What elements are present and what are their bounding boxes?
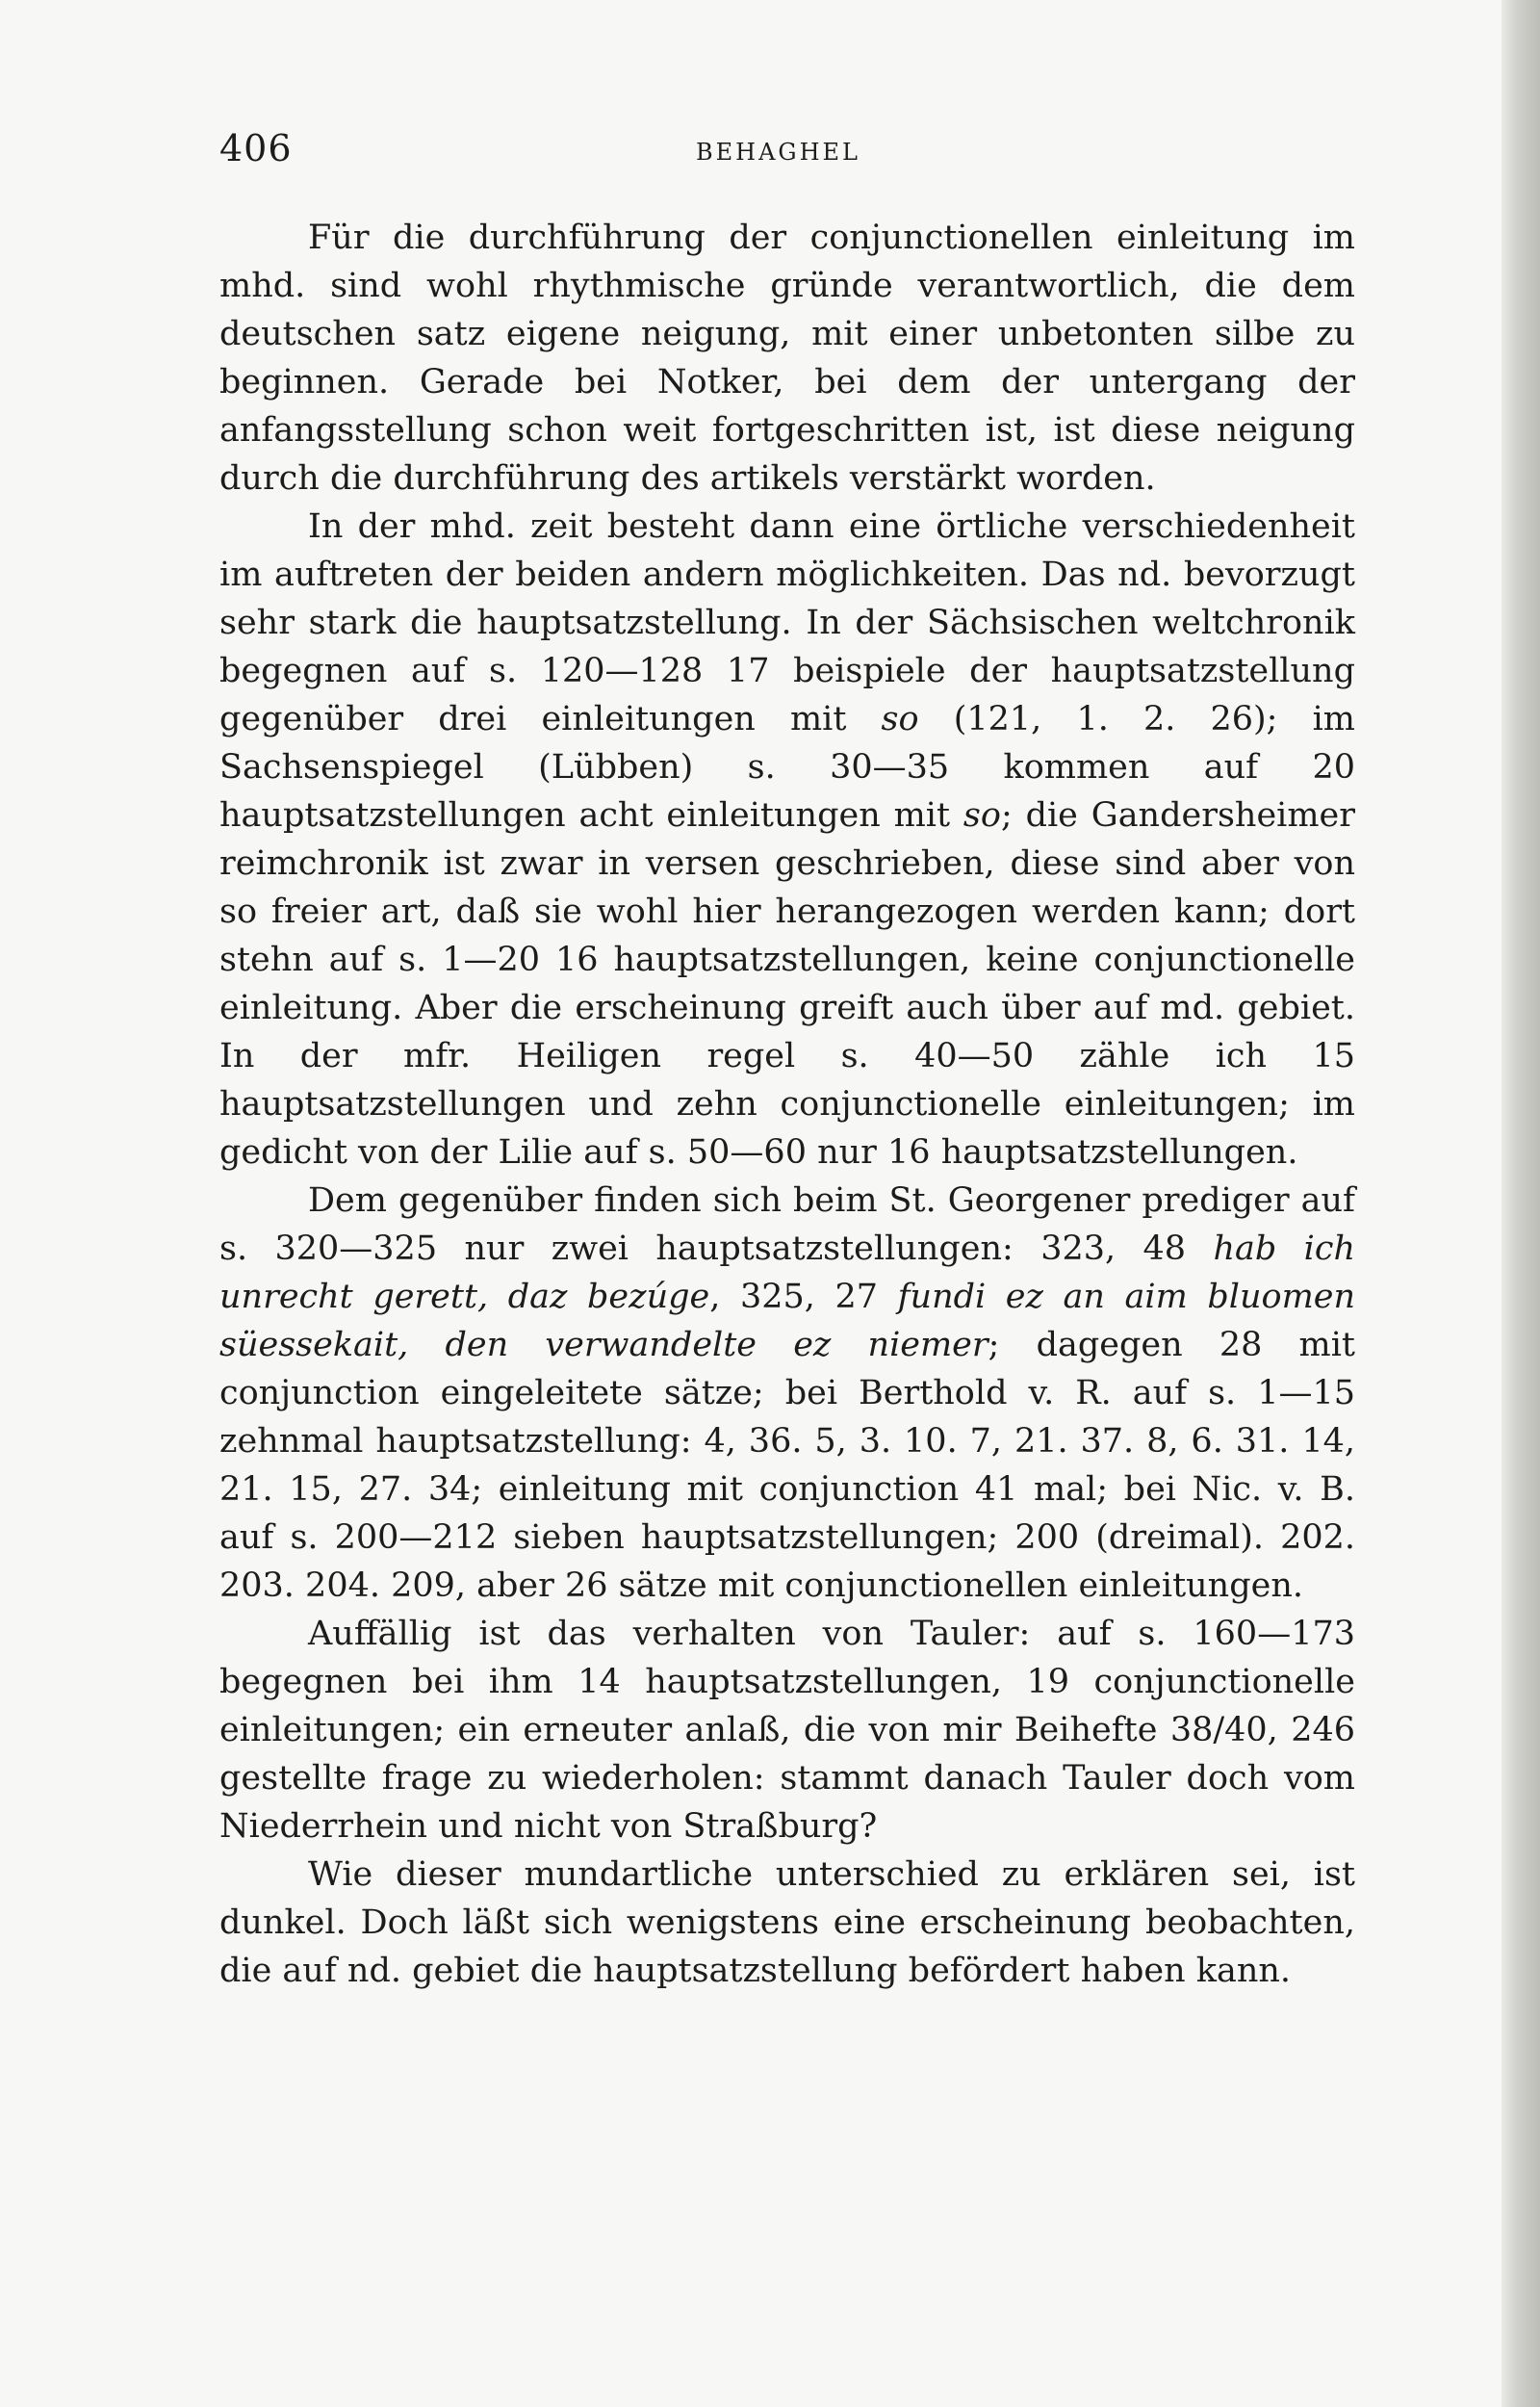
text-run: Auffällig ist das verhalten von Tauler: auf s. 160—173 begegnen bei ihm 14 hauptsatzstellungen, 19 conjunctionelle einleitungen; ein erneuter anlaß, die von mir Beihefte 38/40, 246 gestellte frage zu wiederholen: stammt danach Tauler doch vom Niederrhein und nicht von Straßburg? bbox=[219, 1615, 1355, 1846]
text-run: Dem gegenüber finden sich beim St. Georgener prediger auf s. 320—325 nur zwei hauptsatzstellungen: 323, 48 bbox=[219, 1181, 1355, 1268]
running-head bbox=[219, 127, 1355, 175]
running-head-title: BEHAGHEL bbox=[696, 139, 860, 166]
page-gutter-shadow bbox=[1502, 0, 1540, 2407]
text-run: In der mhd. zeit besteht dann eine örtliche verschiedenheit im auftreten der beiden andern möglichkeiten. Das nd. bevorzugt sehr stark die hauptsatzstellung. In der Sächsischen weltchronik begegnen auf s. 120—128 17 beispiele der hauptsatzstellung gegenüber drei einleitungen mit bbox=[219, 507, 1355, 738]
text-run: ; die Gandersheimer reimchronik ist zwar in versen geschrieben, diese sind aber von so freier art, daß sie wohl hier herangezogen werden kann; dort stehn auf s. 1—20 16 hauptsatzstellungen, keine conjunctionelle einleitung. Aber die erscheinung greift auch über auf md. gebiet. In der mfr. Heiligen regel s. 40—50 zähle ich 15 hauptsatzstellungen und zehn conjunctionelle einleitungen; im gedicht von der Lilie auf s. 50—60 nur 16 hauptsatzstellungen. bbox=[219, 796, 1355, 1172]
paragraph bbox=[219, 503, 1355, 1177]
italic-quotation: so bbox=[881, 700, 919, 738]
italic-quotation: fundi ez an aim bluomen süessekait, den verwandelte ez niemer bbox=[219, 1278, 1356, 1364]
text-run: ; dagegen 28 mit conjunction eingeleitete sätze; bei Berthold v. R. auf s. 1—15 zehnmal hauptsatzstellung: 4, 36. 5, 3. 10. 7, 21. 37. 8, 6. 31. 14, 21. 15, 27. 34; einleitung mit conjunction 41 mal; bei Nic. v. B. auf s. 200—212 sieben hauptsatzstellungen; 200 (dreimal). 202. 203. 204. 209, aber 26 sätze mit conjunctionellen einleitungen. bbox=[219, 1326, 1355, 1605]
text-run: , 325, 27 bbox=[709, 1278, 898, 1316]
italic-quotation: so bbox=[962, 796, 1001, 835]
page-number: 406 bbox=[219, 127, 293, 169]
paragraph bbox=[219, 1177, 1355, 1610]
text-run: Wie dieser mundartliche unterschied zu erklären sei, ist dunkel. Doch läßt sich wenigstens eine erscheinung beobachten, die auf nd. gebiet die hauptsatzstellung befördert haben kann. bbox=[219, 1855, 1355, 1990]
text-run: (121, 1. 2. 26); im Sachsenspiegel (Lübben) s. 30—35 kommen auf 20 hauptsatzstellungen acht einleitungen mit bbox=[219, 700, 1355, 835]
text-run: Für die durchführung der conjunctionellen einleitung im mhd. sind wohl rhythmische gründe verantwortlich, die dem deutschen satz eigene neigung, mit einer unbetonten silbe zu beginnen. Gerade bei Notker, bei dem der untergang der anfangsstellung schon weit fortgeschritten ist, ist diese neigung durch die durchführung des artikels verstärkt worden. bbox=[219, 219, 1355, 498]
paragraph bbox=[219, 214, 1355, 503]
paragraph bbox=[219, 1851, 1355, 1995]
paragraph bbox=[219, 1610, 1355, 1851]
body-text bbox=[219, 214, 1355, 1995]
italic-quotation: hab ich unrecht gerett, daz bezúge bbox=[219, 1229, 1355, 1316]
